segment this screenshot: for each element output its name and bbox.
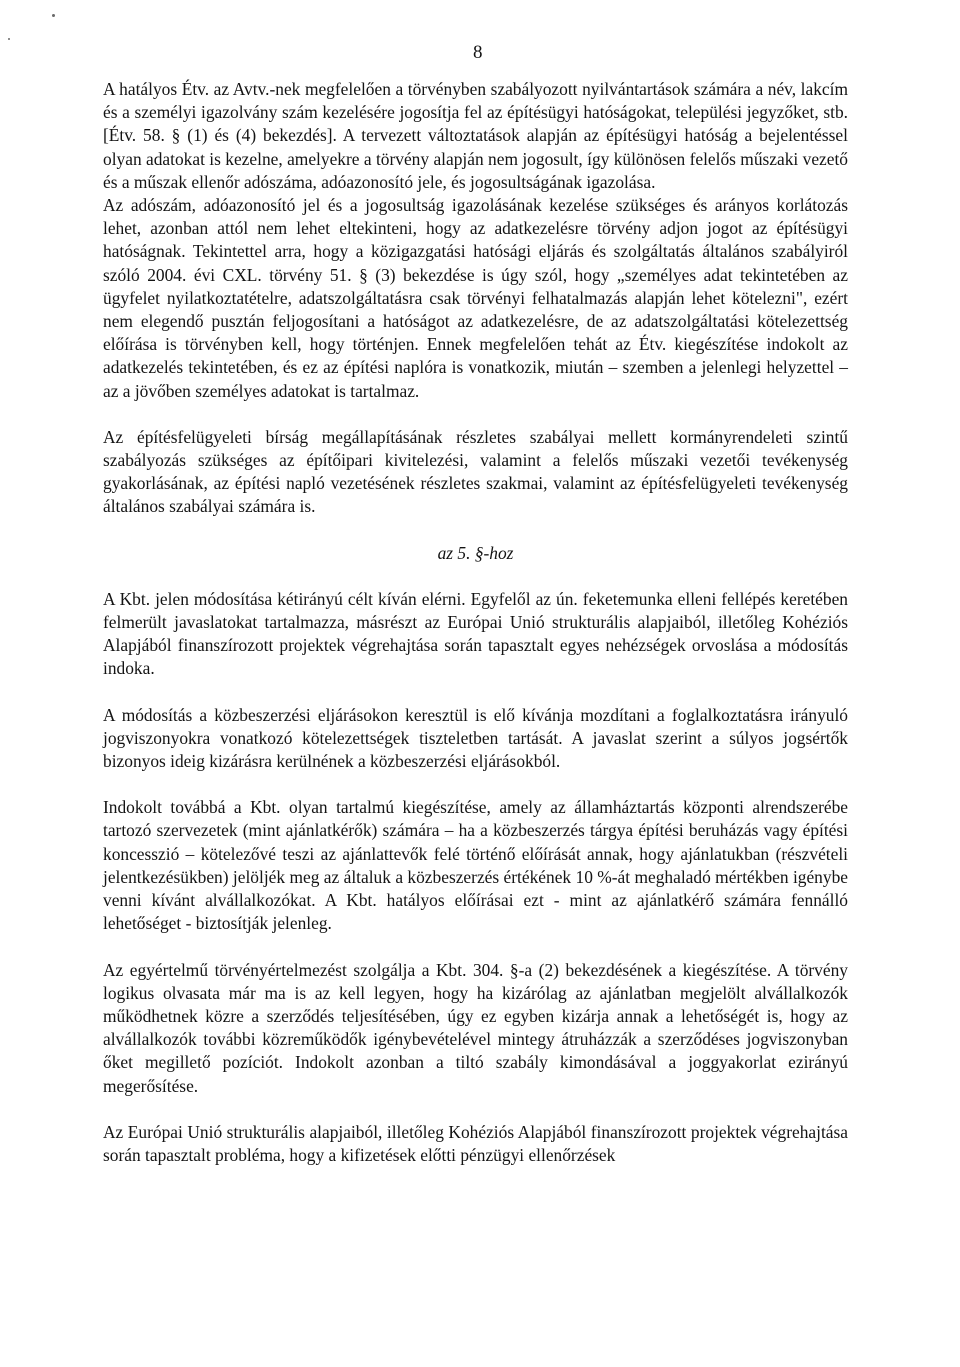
scan-speck bbox=[8, 38, 10, 40]
paragraph: A módosítás a közbeszerzési eljárásokon keresztül is elő kívánja mozdítani a foglalkoztatásra irányuló jogviszonyokra vonatkozó kötelezettségek tiszteletben tartását. A javaslat szerint a súlyos jogsértők bizonyos ideig kizárásra kerülnének a közbeszerzési eljárásokból. bbox=[103, 704, 848, 772]
paragraph: Indokolt továbbá a Kbt. olyan tartalmú kiegészítése, amely az államháztartás központi alrendszerébe tartozó szervezetek (mint ajánlatkérők) számára – ha a közbeszerzés tárgya építési beruházás vagy építési koncesszió – kötelezővé teszi az ajánlattevők felé történő előírását annak, hogy ajánlatukban (részvételi jelentkezésükben) jelöljék meg az általuk a közbeszerzés értékének 10 %-át meghaladó mértékben igénybe venni kívánt alvállalkozókat. A Kbt. hatályos előírásai ezt - mint az ajánlatkérő számára fennálló lehetőséget - biztosítják jelenleg. bbox=[103, 797, 848, 934]
paragraph: A Kbt. jelen módosítása kétirányú célt kíván elérni. Egyfelől az ún. feketemunka elleni fellépés keretében felmerült javaslatokat tartalmazza, másrészt az Európai Unió strukturális alapjaiból, illetőleg Kohéziós Alapjából finanszírozott projektek végrehajtása során tapasztalt egyes nehézségek orvoslása a módosítás indoka. bbox=[103, 588, 848, 679]
page-number: 8 bbox=[473, 42, 483, 63]
section-heading: az 5. §-hoz bbox=[437, 542, 514, 563]
paragraph: Az Európai Unió strukturális alapjaiból, illetőleg Kohéziós Alapjából finanszírozott projektek végrehajtása során tapasztalt probléma, hogy a kifizetések előtti pénzügyi ellenőrzések bbox=[103, 1121, 848, 1165]
paragraph: Az adószám, adóazonosító jel és a jogosultság igazolásának kezelése szükséges és arányos korlátozás lehet, azonban attól nem lehet eltekinteni, hogy az adatkezelésre törvény adjon jogot az építésügyi hatóságnak. Tekintettel arra, hogy a közigazgatási hatósági eljárás és szolgáltatás általános szabályiról szóló 2004. évi CXL. törvény 51. § (3) bekezdése is úgy szól, hogy „személyes adat tekintetében az ügyfelet nyilatkoztatételre, adatszolgáltatásra csak törvényi felhatalmazás alapján lehet kötelezni", ezért nem elegendő pusztán feljogosítani a hatóságot az adatkezelésre, de az adatszolgáltatási kötelezettség előírása is törvényben kell, hogy történjen. Ennek megfelelően tehát az Étv. kiegészítése indokolt az adatkezelés tekintetében, és ez az építési naplóra is vonatkozik, miután – szemben a jelenlegi helyzettel – az a jövőben személyes adatokat is tartalmaz. bbox=[103, 195, 848, 401]
paragraph: A hatályos Étv. az Avtv.-nek megfelelően a törvényben szabályozott nyilvántartások számára a név, lakcím és a személyi igazolvány szám kezelésére jogosítja fel az építésügyi hatóságokat, települési jegyzőket, stb. [Étv. 58. § (1) és (4) bekezdés]. A tervezett változtatások alapján az építésügyi hatóság a bejelentéssel olyan adatokat is kezelne, amelyekre a törvény alapján nem jogosult, így különösen felelős műszaki vezető és a műszak ellenőr adószáma, adóazonosító jele, és jogosultságának igazolása. bbox=[103, 79, 848, 192]
scan-speck bbox=[52, 14, 55, 17]
paragraph: Az egyértelmű törvényértelmezést szolgálja a Kbt. 304. §-a (2) bekezdésének a kiegészítése. A törvény logikus olvasata már ma is az kell legyen, hogy ha kizárólag az ajánlatban megjelölt alvállalkozók működhetnek közre a szerződés teljesítésében, úgy ez egyben kizárja annak a lehetőségét is, hogy az alvállalkozók további közreműködők igénybevételével mintegy átruházzák a szerződéses jogviszonyban őket megillető pozíciót. Indokolt azonban a tiltó szabály kimondásával a joggyakorlat ezirányú megerősítése. bbox=[103, 959, 848, 1096]
document-body bbox=[103, 78, 848, 1167]
paragraph: Az építésfelügyeleti bírság megállapításának részletes szabályai mellett kormányrendeleti szintű szabályozás szükséges az építőipari kivitelezési, valamint a felelős műszaki vezetői tevékenység gyakorlásának, az építési napló vezetésének részletes szakmai, valamint az építésfelügyeleti tevékenység általános szabályai számára is. bbox=[103, 426, 848, 517]
